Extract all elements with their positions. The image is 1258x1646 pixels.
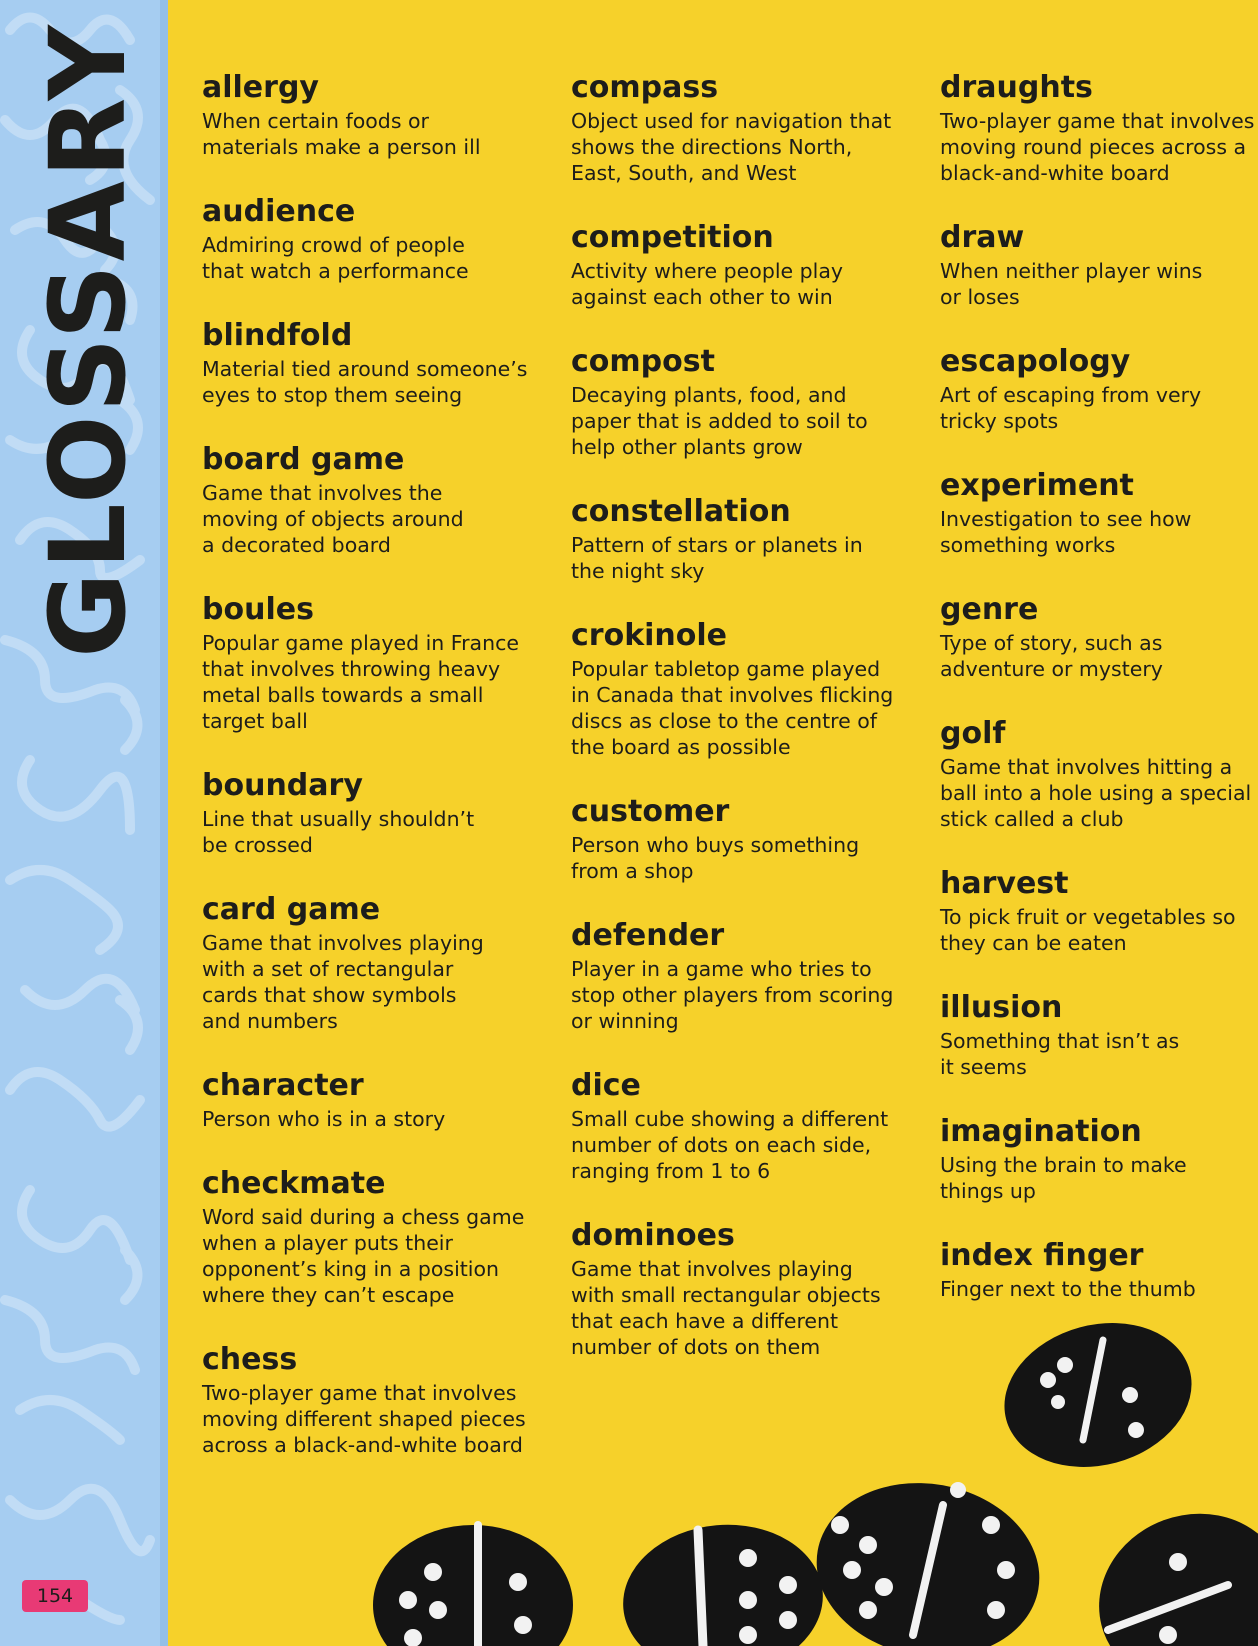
glossary-definition: Popular tabletop game played in Canada that involves flicking discs as close to the centre of the board as possible bbox=[571, 657, 894, 759]
glossary-definition: Popular game played in France that involves throwing heavy metal balls towards a small target ball bbox=[202, 631, 519, 733]
glossary-definition: Investigation to see how something works bbox=[940, 507, 1192, 557]
sidebar bbox=[0, 0, 168, 1646]
glossary-term: imagination bbox=[940, 1114, 1142, 1149]
glossary-definition: Material tied around someone’s eyes to stop them seeing bbox=[202, 357, 528, 407]
glossary-term: competition bbox=[571, 220, 774, 255]
glossary-entry bbox=[940, 990, 1255, 1080]
glossary-entry bbox=[940, 344, 1255, 434]
glossary-definition: Object used for navigation that shows the directions North, East, South, and West bbox=[571, 109, 892, 185]
glossary-entry bbox=[202, 318, 547, 408]
glossary-term: illusion bbox=[940, 990, 1063, 1025]
domino-stone bbox=[1075, 1488, 1258, 1646]
glossary-column-2 bbox=[571, 70, 916, 1360]
glossary-entry bbox=[202, 194, 547, 284]
glossary-entry bbox=[940, 70, 1255, 186]
domino-stone bbox=[373, 1525, 573, 1646]
glossary-entry bbox=[202, 892, 547, 1034]
glossary-term: draughts bbox=[940, 70, 1093, 105]
glossary-term: card game bbox=[202, 892, 381, 927]
glossary-definition: Using the brain to make things up bbox=[940, 1153, 1187, 1203]
glossary-definition: Art of escaping from very tricky spots bbox=[940, 383, 1202, 433]
glossary-definition: Finger next to the thumb bbox=[940, 1277, 1196, 1301]
domino-stone bbox=[803, 1466, 1053, 1646]
glossary-entry bbox=[202, 1166, 547, 1308]
glossary-term: compost bbox=[571, 344, 715, 379]
glossary-definition: Two-player game that involves moving different shaped pieces across a black-and-white board bbox=[202, 1381, 526, 1457]
page-number: 154 bbox=[22, 1580, 88, 1612]
glossary-definition: Line that usually shouldn’t be crossed bbox=[202, 807, 475, 857]
glossary-term: experiment bbox=[940, 468, 1134, 503]
glossary-entry bbox=[940, 220, 1255, 310]
glossary-entry bbox=[571, 220, 916, 310]
page-title: GLOSSARY bbox=[27, 22, 149, 658]
glossary-definition: Word said during a chess game when a player puts their opponent’s king in a position where they can’t escape bbox=[202, 1205, 525, 1307]
glossary-term: compass bbox=[571, 70, 719, 105]
glossary-term: dice bbox=[571, 1068, 641, 1103]
glossary-term: allergy bbox=[202, 70, 319, 105]
domino-stone bbox=[617, 1517, 829, 1646]
glossary-definition: Two-player game that involves moving round pieces across a black-and-white board bbox=[940, 109, 1255, 185]
glossary-definition: Game that involves playing with a set of rectangular cards that show symbols and numbers bbox=[202, 931, 484, 1033]
glossary-term: dominoes bbox=[571, 1218, 735, 1253]
glossary-entry bbox=[571, 794, 916, 884]
domino-stone bbox=[988, 1303, 1208, 1487]
glossary-entry bbox=[571, 918, 916, 1034]
glossary-entry bbox=[940, 1114, 1255, 1204]
glossary-term: chess bbox=[202, 1342, 298, 1377]
glossary-definition: Small cube showing a different number of dots on each side, ranging from 1 to 6 bbox=[571, 1107, 889, 1183]
glossary-term: golf bbox=[940, 716, 1006, 751]
glossary-term: audience bbox=[202, 194, 356, 229]
glossary-entry bbox=[202, 768, 547, 858]
glossary-definition: Game that involves hitting a ball into a hole using a special stick called a club bbox=[940, 755, 1252, 831]
glossary-definition: Activity where people play against each other to win bbox=[571, 259, 844, 309]
glossary-entry bbox=[202, 442, 547, 558]
sidebar-edge bbox=[160, 0, 168, 1646]
glossary-term: boules bbox=[202, 592, 314, 627]
glossary-term: boundary bbox=[202, 768, 363, 803]
glossary-entry bbox=[202, 592, 547, 734]
glossary-entry bbox=[202, 1342, 547, 1458]
glossary-definition: Decaying plants, food, and paper that is added to soil to help other plants grow bbox=[571, 383, 868, 459]
glossary-entry bbox=[202, 70, 547, 160]
glossary-definition: Admiring crowd of people that watch a performance bbox=[202, 233, 469, 283]
glossary-term: blindfold bbox=[202, 318, 353, 353]
glossary-entry bbox=[940, 866, 1255, 956]
glossary-term: board game bbox=[202, 442, 405, 477]
glossary-column-1 bbox=[202, 70, 547, 1458]
glossary-term: checkmate bbox=[202, 1166, 386, 1201]
glossary-definition: Game that involves the moving of objects around a decorated board bbox=[202, 481, 464, 557]
glossary-definition: Person who buys something from a shop bbox=[571, 833, 860, 883]
glossary-entry bbox=[940, 592, 1255, 682]
glossary-definition: To pick fruit or vegetables so they can be eaten bbox=[940, 905, 1236, 955]
glossary-definition: Pattern of stars or planets in the night sky bbox=[571, 533, 863, 583]
glossary-term: index finger bbox=[940, 1238, 1144, 1273]
glossary-term: character bbox=[202, 1068, 364, 1103]
glossary-term: crokinole bbox=[571, 618, 728, 653]
glossary-entry bbox=[202, 1068, 547, 1132]
glossary-definition: Something that isn’t as it seems bbox=[940, 1029, 1180, 1079]
glossary-term: customer bbox=[571, 794, 730, 829]
glossary-term: draw bbox=[940, 220, 1025, 255]
glossary-entry bbox=[940, 1238, 1255, 1302]
glossary-definition: When neither player wins or loses bbox=[940, 259, 1203, 309]
glossary-term: defender bbox=[571, 918, 725, 953]
glossary-term: constellation bbox=[571, 494, 791, 529]
glossary-entry bbox=[571, 494, 916, 584]
glossary-definition: When certain foods or materials make a person ill bbox=[202, 109, 481, 159]
glossary-definition: Person who is in a story bbox=[202, 1107, 446, 1131]
glossary-definition: Game that involves playing with small rectangular objects that each have a different number of dots on them bbox=[571, 1257, 881, 1359]
glossary-entry bbox=[940, 468, 1255, 558]
glossary-definition: Player in a game who tries to stop other players from scoring or winning bbox=[571, 957, 894, 1033]
glossary-term: harvest bbox=[940, 866, 1069, 901]
glossary-entry bbox=[571, 618, 916, 760]
glossary-entry bbox=[940, 716, 1255, 832]
glossary-entry bbox=[571, 1218, 916, 1360]
glossary-column-3 bbox=[940, 70, 1255, 1302]
glossary-definition: Type of story, such as adventure or mystery bbox=[940, 631, 1163, 681]
glossary-term: escapology bbox=[940, 344, 1131, 379]
glossary-term: genre bbox=[940, 592, 1039, 627]
glossary-entry bbox=[571, 1068, 916, 1184]
glossary-entry bbox=[571, 70, 916, 186]
glossary-entry bbox=[571, 344, 916, 460]
